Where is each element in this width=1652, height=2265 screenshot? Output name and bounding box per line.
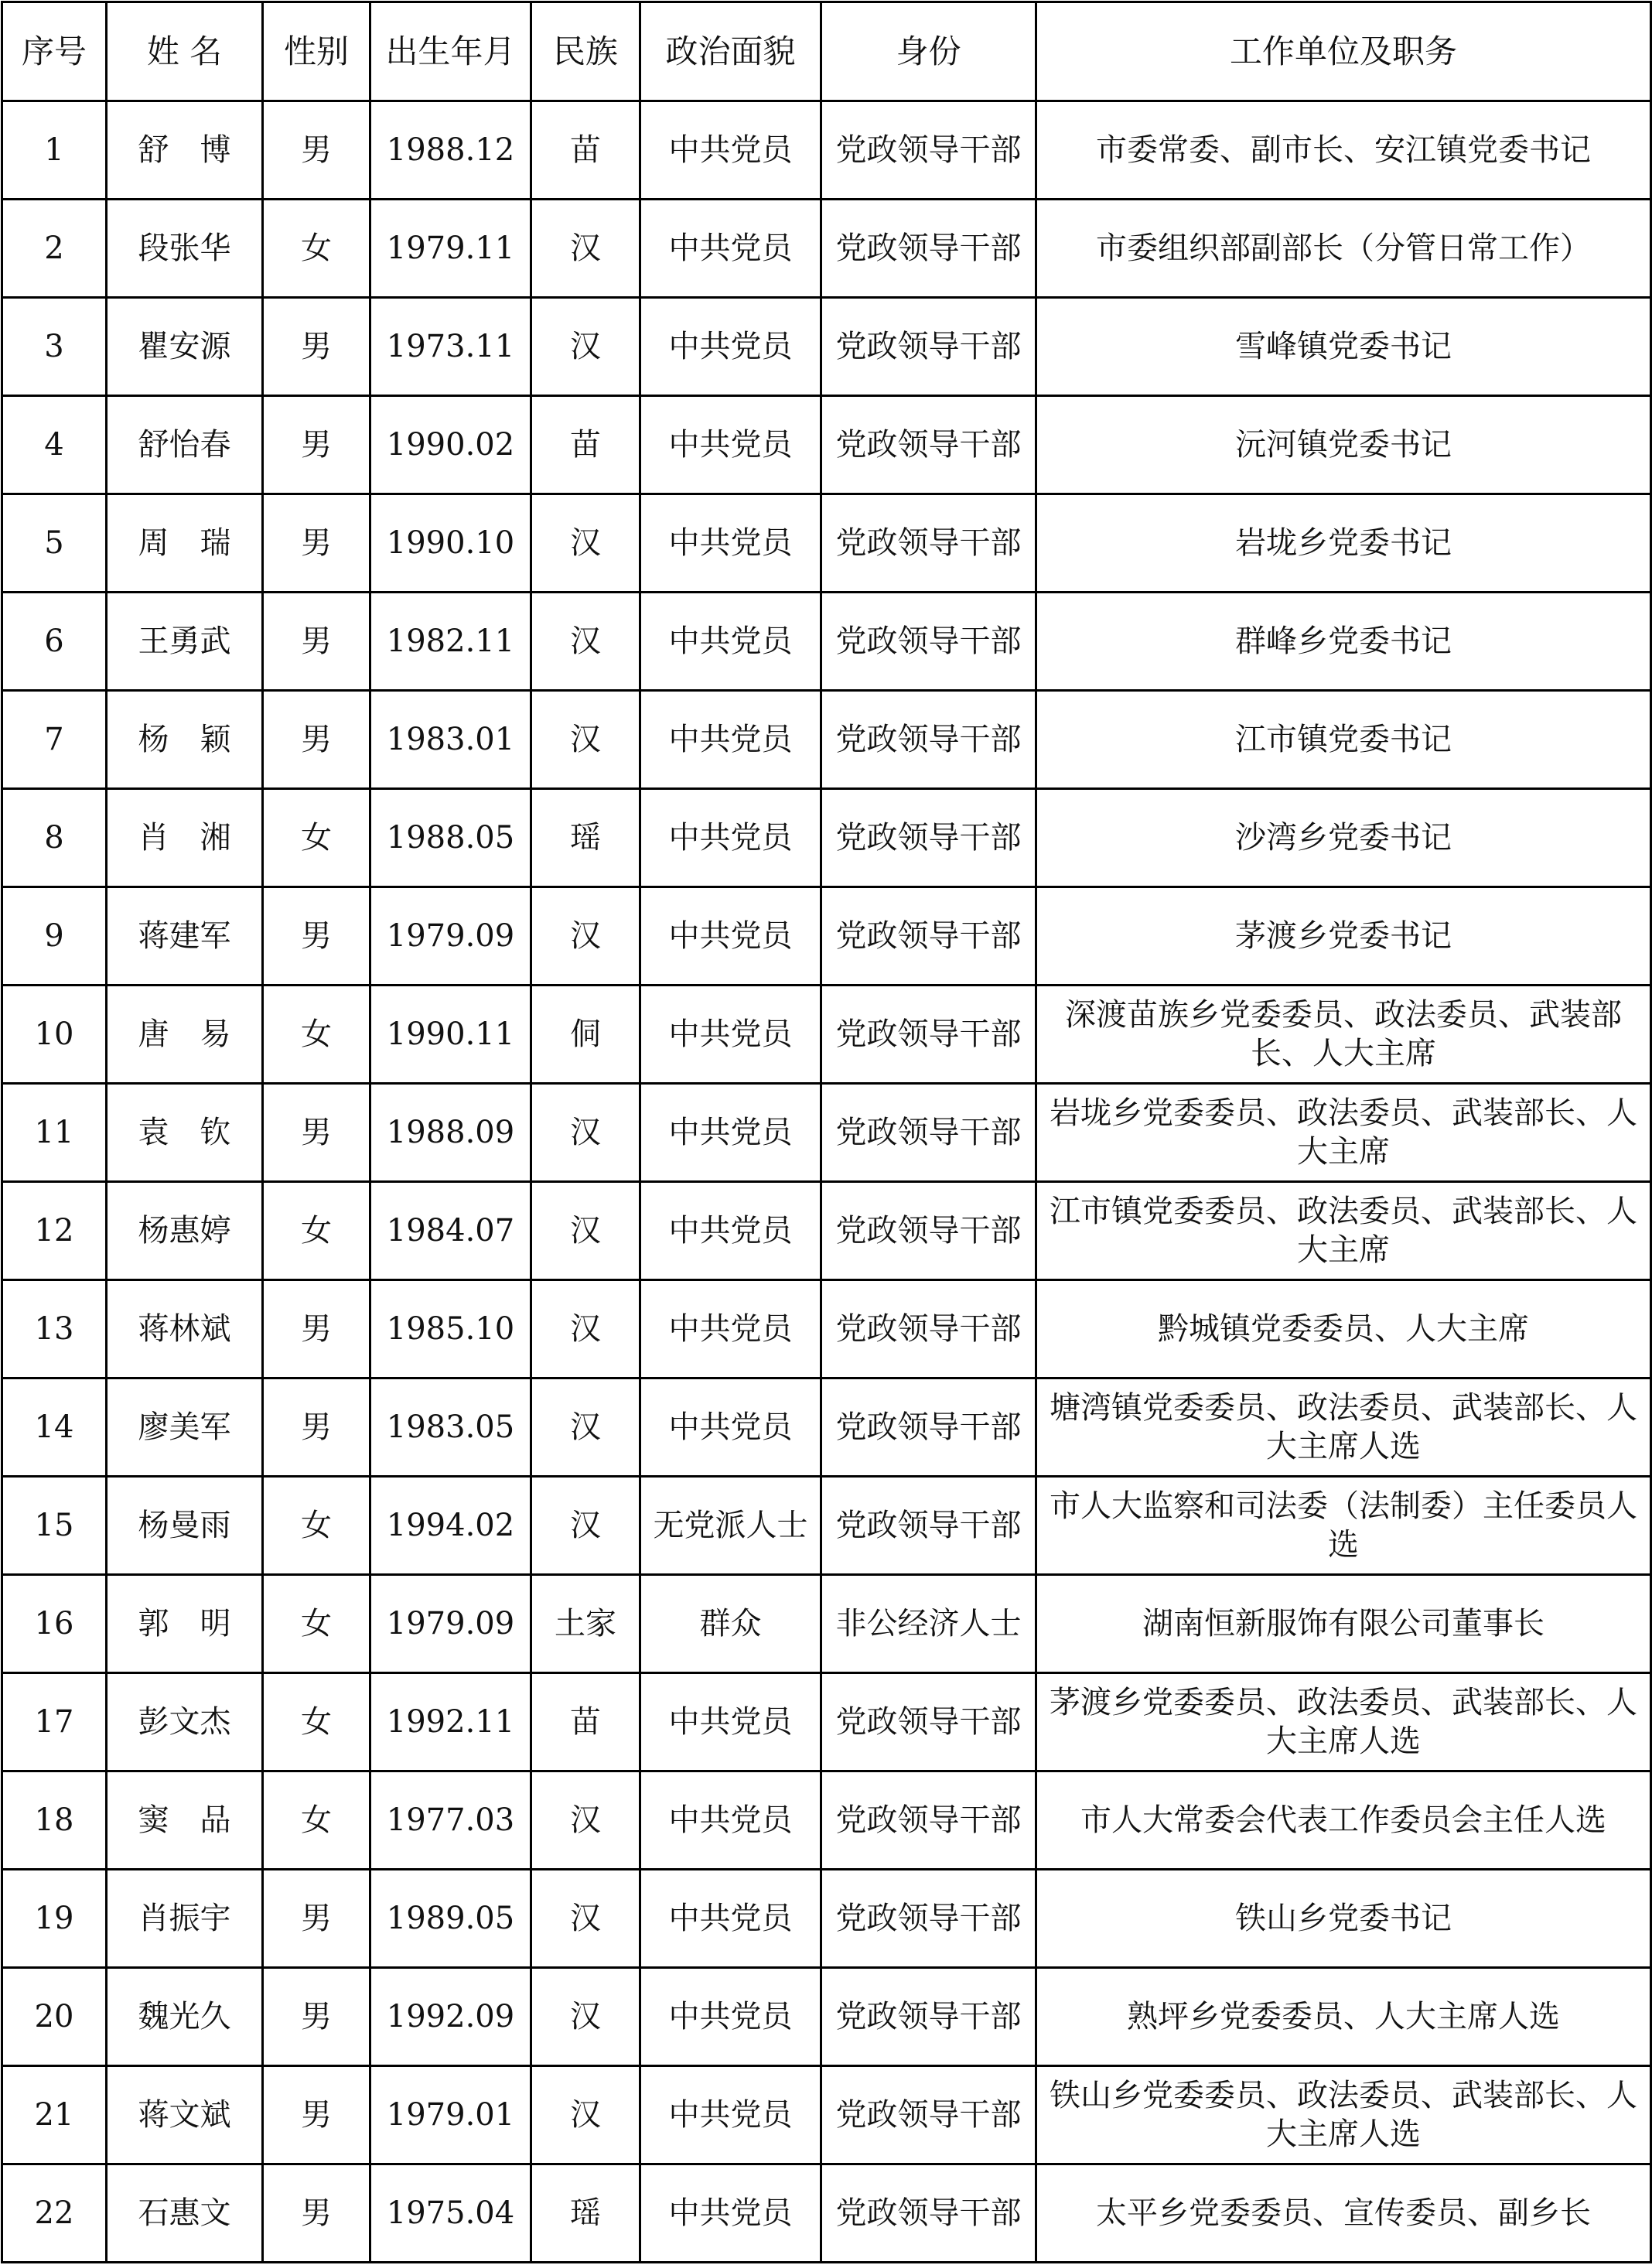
- birth-cell: 1990.02: [370, 396, 531, 494]
- birth-cell: 1982.11: [370, 593, 531, 691]
- duty-cell: 市人大常委会代表工作委员会主任人选: [1036, 1771, 1651, 1870]
- seq-cell: 8: [2, 789, 107, 887]
- duty-cell: 熟坪乡党委委员、人大主席人选: [1036, 1968, 1651, 2066]
- duty-cell: 铁山乡党委书记: [1036, 1870, 1651, 1968]
- name-cell: 舒 博: [107, 101, 263, 200]
- seq-cell: 13: [2, 1280, 107, 1378]
- table-row: [2, 1280, 1651, 1378]
- duty-cell: 岩垅乡党委书记: [1036, 494, 1651, 593]
- table-row: [2, 1771, 1651, 1870]
- ethnicity-cell: 汉: [531, 1280, 640, 1378]
- identity-cell: 党政领导干部: [821, 789, 1036, 887]
- political-cell: 中共党员: [640, 494, 821, 593]
- seq-cell: 18: [2, 1771, 107, 1870]
- birth-cell: 1985.10: [370, 1280, 531, 1378]
- political-cell: 中共党员: [640, 200, 821, 298]
- ethnicity-cell: 汉: [531, 1968, 640, 2066]
- political-cell: 中共党员: [640, 2066, 821, 2164]
- political-cell: 中共党员: [640, 1084, 821, 1182]
- table-row: [2, 1182, 1651, 1280]
- identity-cell: 党政领导干部: [821, 2066, 1036, 2164]
- gender-cell: 男: [263, 1968, 370, 2066]
- birth-cell: 1988.05: [370, 789, 531, 887]
- duty-cell: 茅渡乡党委书记: [1036, 887, 1651, 986]
- gender-cell: 男: [263, 887, 370, 986]
- ethnicity-cell: 土家: [531, 1575, 640, 1673]
- gender-cell: 男: [263, 396, 370, 494]
- ethnicity-cell: 苗: [531, 1673, 640, 1771]
- gender-cell: 男: [263, 1870, 370, 1968]
- political-cell: 中共党员: [640, 1673, 821, 1771]
- table-row: [2, 396, 1651, 494]
- duty-cell: 雪峰镇党委书记: [1036, 298, 1651, 396]
- ethnicity-cell: 汉: [531, 887, 640, 986]
- name-cell: 石惠文: [107, 2164, 263, 2263]
- seq-cell: 20: [2, 1968, 107, 2066]
- political-cell: 群众: [640, 1575, 821, 1673]
- candidate-table: [1, 1, 1652, 2263]
- birth-cell: 1983.05: [370, 1378, 531, 1477]
- table-row: [2, 1968, 1651, 2066]
- seq-cell: 3: [2, 298, 107, 396]
- gender-cell: 女: [263, 200, 370, 298]
- seq-cell: 2: [2, 200, 107, 298]
- seq-cell: 5: [2, 494, 107, 593]
- table-row: [2, 200, 1651, 298]
- table-row: [2, 2066, 1651, 2164]
- gender-cell: 女: [263, 1477, 370, 1575]
- duty-cell: 太平乡党委委员、宣传委员、副乡长: [1036, 2164, 1651, 2263]
- political-cell: 中共党员: [640, 1771, 821, 1870]
- ethnicity-cell: 汉: [531, 1378, 640, 1477]
- identity-cell: 党政领导干部: [821, 2164, 1036, 2263]
- table-row: [2, 101, 1651, 200]
- gender-cell: 男: [263, 101, 370, 200]
- gender-cell: 男: [263, 1378, 370, 1477]
- ethnicity-cell: 瑶: [531, 789, 640, 887]
- duty-cell: 茅渡乡党委委员、政法委员、武装部长、人大主席人选: [1036, 1673, 1651, 1771]
- identity-cell: 党政领导干部: [821, 1968, 1036, 2066]
- identity-cell: 党政领导干部: [821, 887, 1036, 986]
- duty-cell: 深渡苗族乡党委委员、政法委员、武装部长、人大主席: [1036, 986, 1651, 1084]
- table-row: [2, 789, 1651, 887]
- birth-cell: 1984.07: [370, 1182, 531, 1280]
- gender-cell: 男: [263, 1084, 370, 1182]
- ethnicity-cell: 汉: [531, 691, 640, 789]
- table-row: [2, 691, 1651, 789]
- birth-cell: 1973.11: [370, 298, 531, 396]
- identity-cell: 党政领导干部: [821, 1280, 1036, 1378]
- identity-cell: 党政领导干部: [821, 494, 1036, 593]
- political-cell: 无党派人士: [640, 1477, 821, 1575]
- birth-cell: 1977.03: [370, 1771, 531, 1870]
- name-cell: 杨 颖: [107, 691, 263, 789]
- political-cell: 中共党员: [640, 101, 821, 200]
- header-name: 姓 名: [107, 2, 263, 101]
- name-cell: 彭文杰: [107, 1673, 263, 1771]
- seq-cell: 9: [2, 887, 107, 986]
- name-cell: 杨曼雨: [107, 1477, 263, 1575]
- seq-cell: 15: [2, 1477, 107, 1575]
- name-cell: 郭 明: [107, 1575, 263, 1673]
- table-row: [2, 1870, 1651, 1968]
- header-political: 政治面貌: [640, 2, 821, 101]
- duty-cell: 市人大监察和司法委（法制委）主任委员人选: [1036, 1477, 1651, 1575]
- name-cell: 蒋建军: [107, 887, 263, 986]
- name-cell: 舒怡春: [107, 396, 263, 494]
- table-row: [2, 1575, 1651, 1673]
- political-cell: 中共党员: [640, 986, 821, 1084]
- gender-cell: 男: [263, 691, 370, 789]
- seq-cell: 1: [2, 101, 107, 200]
- name-cell: 瞿安源: [107, 298, 263, 396]
- seq-cell: 6: [2, 593, 107, 691]
- duty-cell: 黔城镇党委委员、人大主席: [1036, 1280, 1651, 1378]
- duty-cell: 塘湾镇党委委员、政法委员、武装部长、人大主席人选: [1036, 1378, 1651, 1477]
- ethnicity-cell: 汉: [531, 298, 640, 396]
- political-cell: 中共党员: [640, 1280, 821, 1378]
- gender-cell: 男: [263, 1280, 370, 1378]
- seq-cell: 17: [2, 1673, 107, 1771]
- duty-cell: 江市镇党委委员、政法委员、武装部长、人大主席: [1036, 1182, 1651, 1280]
- identity-cell: 党政领导干部: [821, 1378, 1036, 1477]
- ethnicity-cell: 汉: [531, 593, 640, 691]
- name-cell: 肖振宇: [107, 1870, 263, 1968]
- duty-cell: 群峰乡党委书记: [1036, 593, 1651, 691]
- identity-cell: 党政领导干部: [821, 101, 1036, 200]
- birth-cell: 1979.09: [370, 887, 531, 986]
- gender-cell: 女: [263, 1182, 370, 1280]
- seq-cell: 19: [2, 1870, 107, 1968]
- ethnicity-cell: 汉: [531, 200, 640, 298]
- ethnicity-cell: 汉: [531, 2066, 640, 2164]
- seq-cell: 10: [2, 986, 107, 1084]
- name-cell: 肖 湘: [107, 789, 263, 887]
- political-cell: 中共党员: [640, 1870, 821, 1968]
- gender-cell: 女: [263, 1575, 370, 1673]
- birth-cell: 1979.01: [370, 2066, 531, 2164]
- header-ethnicity: 民族: [531, 2, 640, 101]
- name-cell: 蒋文斌: [107, 2066, 263, 2164]
- birth-cell: 1992.09: [370, 1968, 531, 2066]
- ethnicity-cell: 汉: [531, 1182, 640, 1280]
- gender-cell: 女: [263, 789, 370, 887]
- duty-cell: 江市镇党委书记: [1036, 691, 1651, 789]
- duty-cell: 沙湾乡党委书记: [1036, 789, 1651, 887]
- duty-cell: 湖南恒新服饰有限公司董事长: [1036, 1575, 1651, 1673]
- gender-cell: 女: [263, 1673, 370, 1771]
- birth-cell: 1975.04: [370, 2164, 531, 2263]
- birth-cell: 1992.11: [370, 1673, 531, 1771]
- duty-cell: 岩垅乡党委委员、政法委员、武装部长、人大主席: [1036, 1084, 1651, 1182]
- identity-cell: 党政领导干部: [821, 298, 1036, 396]
- duty-cell: 市委组织部副部长（分管日常工作）: [1036, 200, 1651, 298]
- political-cell: 中共党员: [640, 1182, 821, 1280]
- identity-cell: 党政领导干部: [821, 986, 1036, 1084]
- seq-cell: 16: [2, 1575, 107, 1673]
- seq-cell: 21: [2, 2066, 107, 2164]
- ethnicity-cell: 汉: [531, 1870, 640, 1968]
- identity-cell: 党政领导干部: [821, 1771, 1036, 1870]
- political-cell: 中共党员: [640, 887, 821, 986]
- identity-cell: 党政领导干部: [821, 1182, 1036, 1280]
- header-duty: 工作单位及职务: [1036, 2, 1651, 101]
- duty-cell: 沅河镇党委书记: [1036, 396, 1651, 494]
- identity-cell: 非公经济人士: [821, 1575, 1036, 1673]
- gender-cell: 男: [263, 298, 370, 396]
- seq-cell: 4: [2, 396, 107, 494]
- gender-cell: 男: [263, 2164, 370, 2263]
- political-cell: 中共党员: [640, 691, 821, 789]
- identity-cell: 党政领导干部: [821, 1477, 1036, 1575]
- identity-cell: 党政领导干部: [821, 200, 1036, 298]
- birth-cell: 1990.10: [370, 494, 531, 593]
- identity-cell: 党政领导干部: [821, 1084, 1036, 1182]
- ethnicity-cell: 侗: [531, 986, 640, 1084]
- duty-cell: 市委常委、副市长、安江镇党委书记: [1036, 101, 1651, 200]
- political-cell: 中共党员: [640, 1378, 821, 1477]
- ethnicity-cell: 汉: [531, 1771, 640, 1870]
- name-cell: 周 瑞: [107, 494, 263, 593]
- gender-cell: 男: [263, 593, 370, 691]
- ethnicity-cell: 苗: [531, 396, 640, 494]
- table-row: [2, 593, 1651, 691]
- table-row: [2, 1084, 1651, 1182]
- ethnicity-cell: 汉: [531, 494, 640, 593]
- duty-cell: 铁山乡党委委员、政法委员、武装部长、人大主席人选: [1036, 2066, 1651, 2164]
- ethnicity-cell: 汉: [531, 1084, 640, 1182]
- birth-cell: 1990.11: [370, 986, 531, 1084]
- table-row: [2, 298, 1651, 396]
- gender-cell: 男: [263, 494, 370, 593]
- name-cell: 杨惠婷: [107, 1182, 263, 1280]
- birth-cell: 1979.09: [370, 1575, 531, 1673]
- ethnicity-cell: 汉: [531, 1477, 640, 1575]
- table-row: [2, 1673, 1651, 1771]
- seq-cell: 12: [2, 1182, 107, 1280]
- name-cell: 窦 品: [107, 1771, 263, 1870]
- political-cell: 中共党员: [640, 2164, 821, 2263]
- ethnicity-cell: 瑶: [531, 2164, 640, 2263]
- seq-cell: 22: [2, 2164, 107, 2263]
- birth-cell: 1994.02: [370, 1477, 531, 1575]
- header-birth: 出生年月: [370, 2, 531, 101]
- table-row: [2, 1477, 1651, 1575]
- name-cell: 廖美军: [107, 1378, 263, 1477]
- gender-cell: 男: [263, 2066, 370, 2164]
- birth-cell: 1979.11: [370, 200, 531, 298]
- identity-cell: 党政领导干部: [821, 593, 1036, 691]
- seq-cell: 11: [2, 1084, 107, 1182]
- name-cell: 袁 钦: [107, 1084, 263, 1182]
- birth-cell: 1988.09: [370, 1084, 531, 1182]
- political-cell: 中共党员: [640, 1968, 821, 2066]
- table-row: [2, 986, 1651, 1084]
- birth-cell: 1988.12: [370, 101, 531, 200]
- table-row: [2, 887, 1651, 986]
- identity-cell: 党政领导干部: [821, 1870, 1036, 1968]
- ethnicity-cell: 苗: [531, 101, 640, 200]
- header-gender: 性别: [263, 2, 370, 101]
- table-row: [2, 1378, 1651, 1477]
- seq-cell: 14: [2, 1378, 107, 1477]
- gender-cell: 女: [263, 1771, 370, 1870]
- seq-cell: 7: [2, 691, 107, 789]
- name-cell: 蒋林斌: [107, 1280, 263, 1378]
- birth-cell: 1989.05: [370, 1870, 531, 1968]
- birth-cell: 1983.01: [370, 691, 531, 789]
- political-cell: 中共党员: [640, 789, 821, 887]
- name-cell: 魏光久: [107, 1968, 263, 2066]
- identity-cell: 党政领导干部: [821, 691, 1036, 789]
- header-identity: 身份: [821, 2, 1036, 101]
- gender-cell: 女: [263, 986, 370, 1084]
- name-cell: 王勇武: [107, 593, 263, 691]
- identity-cell: 党政领导干部: [821, 1673, 1036, 1771]
- name-cell: 唐 易: [107, 986, 263, 1084]
- political-cell: 中共党员: [640, 298, 821, 396]
- political-cell: 中共党员: [640, 396, 821, 494]
- header-seq: 序号: [2, 2, 107, 101]
- table-row: [2, 2164, 1651, 2263]
- political-cell: 中共党员: [640, 593, 821, 691]
- name-cell: 段张华: [107, 200, 263, 298]
- identity-cell: 党政领导干部: [821, 396, 1036, 494]
- table-row: [2, 494, 1651, 593]
- header-row: [2, 2, 1651, 101]
